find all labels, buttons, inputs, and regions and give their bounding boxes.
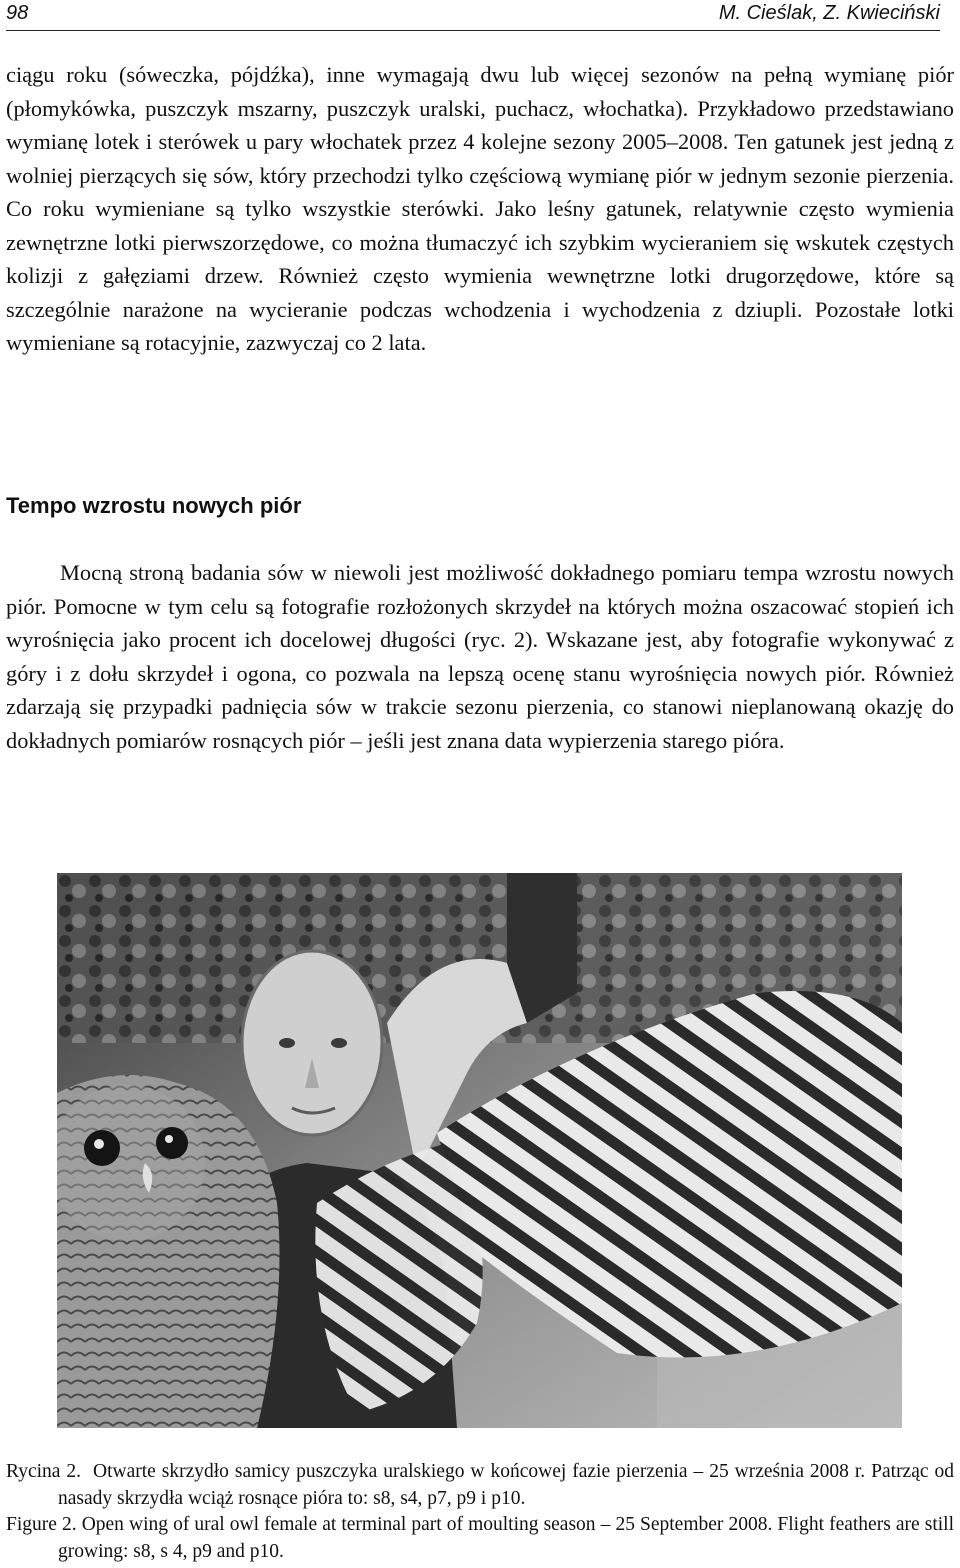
figure-caption-polish	[6, 1459, 954, 1512]
caption-en-label: Figure 2.	[6, 1514, 77, 1535]
body-paragraph-1: ciągu roku (sóweczka, pójdźka), inne wymagają dwu lub więcej sezonów na pełną wymianę piór (płomykówka, puszczyk mszarny, puszczyk uralski, puchacz, włochatka). Przykładowo przedstawiano wymianę lotek i sterówek u pary włochatek przez 4 kolejne sezony 2005–2008. Ten gatunek jest jedną z wolniej pierzących się sów, który przechodzi tylko częściową wymianę piór w jednym sezonie pierzenia. Co roku wymieniane są tylko wszystkie sterówki. Jako leśny gatunek, relatywnie często wymienia zewnętrzne lotki pierwszorzędowe, co można tłumaczyć ich szybkim wycieraniem się wskutek częstych kolizji z gałęziami drzew. Również często wymienia wewnętrzne lotki drugorzędowe, które są szczególnie narażone na wycieranie podczas wchodzenia i wychodzenia z dziupli. Pozostałe lotki wymieniane są rotacyjnie, zazwyczaj co 2 lata.	[6, 62, 954, 355]
running-header-authors: M. Cieślak, Z. Kwieciński	[718, 2, 940, 24]
figure-caption-english	[6, 1512, 954, 1565]
owl-wing-photo-illustration	[57, 873, 902, 1428]
page-number: 98	[6, 2, 29, 24]
caption-pl-label: Rycina 2.	[6, 1461, 82, 1482]
figure-photo-owl-wing	[57, 873, 902, 1428]
body-paragraph-2: Mocną stroną badania sów w niewoli jest możliwość dokładnego pomiaru tempa wzrostu nowych piór. Pomocne w tym celu są fotografie rozłożonych skrzydeł na których można oszacować stopień ich wyrośnięcia jako procent ich docelowej długości (ryc. 2). Wskazane jest, aby fotografie wykonywać z góry i z dołu skrzydeł i ogona, co pozwala na lepszą ocenę stanu wyrośnięcia nowych piór. Również zdarzają się przypadki padnięcia sów w trakcie sezonu pierzenia, co stanowi nieplanowaną okazję do dokładnych pomiarów rosnących piór – jeśli jest znana data wypierzenia starego pióra.	[6, 560, 954, 753]
section-heading: Tempo wzrostu nowych piór	[6, 493, 302, 518]
caption-en-text: Open wing of ural owl female at terminal part of moulting season – 25 September 2008. Flight feathers are still growing: s8, s 4, p9 and p10.	[58, 1514, 954, 1562]
header-rule	[6, 30, 940, 31]
running-header	[6, 0, 940, 28]
caption-pl-text: Otwarte skrzydło samicy puszczyka uralskiego w końcowej fazie pierzenia – 25 września 2008 r. Patrząc od nasady skrzydła wciąż rosnące pióra to: s8, s4, p7, p9 i p10.	[58, 1461, 954, 1509]
